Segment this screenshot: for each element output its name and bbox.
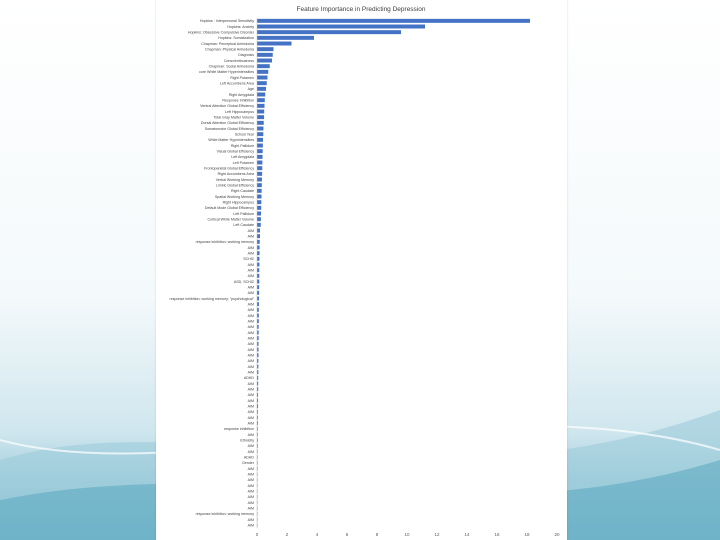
- category-label: Diagnosis: [238, 53, 254, 58]
- category-label: AIM: [247, 251, 254, 256]
- bar: [257, 280, 259, 284]
- category-label: Visual Global Efficiency: [216, 149, 254, 154]
- category-label: Hopkins: Somatization: [218, 36, 254, 41]
- category-label: SCHIZ: [243, 257, 254, 262]
- bar: [257, 240, 260, 244]
- bar: [257, 110, 264, 114]
- category-label: AIM: [247, 432, 254, 437]
- category-label: AIM: [247, 302, 254, 307]
- category-label: Right Amygdala: [228, 92, 254, 97]
- bar: [257, 47, 274, 51]
- category-label: AIM: [247, 398, 254, 403]
- category-label: Cortical White Matter Volume: [207, 217, 254, 222]
- category-label: ADHD: [243, 376, 254, 381]
- bar: [257, 132, 263, 136]
- bar: [257, 308, 259, 312]
- bar: [257, 314, 259, 318]
- bar: [257, 59, 272, 63]
- bar: [257, 172, 262, 176]
- bar: [257, 155, 263, 159]
- bar: [257, 183, 262, 187]
- bar: [257, 144, 263, 148]
- bar: [257, 36, 314, 40]
- bar: [257, 319, 259, 323]
- category-label: AIM: [247, 285, 254, 290]
- category-label: AIM: [247, 353, 254, 358]
- bar: [257, 166, 262, 170]
- category-label: Verbal Working Memory: [215, 177, 254, 182]
- x-tick-label: 6: [345, 532, 349, 537]
- category-label: Left Amygdala: [231, 155, 254, 160]
- category-label: core White Matter Hyperintensities: [199, 70, 254, 75]
- category-label: AIM: [247, 472, 254, 477]
- bar: [257, 53, 273, 57]
- category-label: AIM: [247, 523, 254, 528]
- category-label: Right Putamen: [230, 75, 254, 80]
- category-label: Somatomotor Global Efficiency: [204, 126, 254, 131]
- bar: [257, 195, 262, 199]
- bar: [257, 297, 259, 301]
- category-label: White Matter Hypointensities: [208, 138, 254, 143]
- bar: [257, 42, 292, 46]
- category-label: Right Pallidum: [230, 143, 254, 148]
- bar: [257, 291, 259, 295]
- x-tick-label: 4: [315, 532, 319, 537]
- bar: [257, 268, 259, 272]
- category-label: Hopkins : Interpersonal Sensitivity: [199, 19, 254, 24]
- category-label: Left Caudate: [233, 223, 254, 228]
- category-label: Hopkins: Obsessive Compulsive Disorder: [187, 30, 254, 35]
- category-label: Left Pallidum: [233, 211, 254, 216]
- category-label: AIM: [247, 495, 254, 500]
- category-label: Limbic Global Efficiency: [215, 183, 254, 188]
- category-label: Age: [247, 87, 254, 92]
- bar: [257, 217, 261, 221]
- category-label: response inhibition: [224, 427, 254, 432]
- category-label: AIM: [247, 500, 254, 505]
- category-label: Dorsal Attention Global Efficiency: [200, 121, 254, 126]
- category-label: response inhibition; working memory: [195, 512, 254, 517]
- bar: [257, 76, 268, 80]
- category-label: AIM: [247, 364, 254, 369]
- x-tick-label: 8: [375, 532, 379, 537]
- category-label: Ventral Attention Global Efficiency: [200, 104, 254, 109]
- x-tick-label: 20: [554, 532, 560, 537]
- bar: [257, 189, 262, 193]
- category-label: AIM: [247, 325, 254, 330]
- feature-importance-chart: [156, 0, 567, 540]
- bar: [257, 98, 265, 102]
- bar: [257, 30, 401, 34]
- category-label: Hopkins: Anxiety: [227, 24, 254, 29]
- category-label: AIM: [247, 387, 254, 392]
- category-label: AIM: [247, 308, 254, 313]
- category-label: AIM: [247, 444, 254, 449]
- category-label: Conscientiousness: [223, 58, 254, 63]
- category-label: AIM: [247, 245, 254, 250]
- category-label: AIM: [247, 415, 254, 420]
- bar: [257, 104, 265, 108]
- x-tick-label: 12: [434, 532, 440, 537]
- category-label: AIM: [247, 449, 254, 454]
- x-axis: [256, 18, 560, 537]
- category-label: AIM: [247, 404, 254, 409]
- category-label: Right Hippocampus: [222, 200, 254, 205]
- bar: [257, 302, 259, 306]
- category-label: Frontoparietal Global Efficiency: [204, 166, 254, 171]
- category-label: AIM: [247, 342, 254, 347]
- chart-title: Feature Importance in Predicting Depression: [296, 6, 426, 13]
- bar: [257, 285, 259, 289]
- bar: [257, 263, 259, 267]
- category-label: School Year: [234, 132, 254, 137]
- category-label: Total Gray Matter Volume: [213, 115, 254, 120]
- category-label: AIM: [247, 421, 254, 426]
- category-label: AIM: [247, 336, 254, 341]
- category-label: Chapman: Social Anhedonia: [208, 64, 254, 69]
- bar: [257, 149, 263, 153]
- bar: [257, 200, 261, 204]
- category-label: Spatial Working Memory: [214, 194, 254, 199]
- category-label: AIM: [247, 466, 254, 471]
- category-label: ADHD: [243, 455, 254, 460]
- bar: [257, 274, 259, 278]
- category-label: Ethnicity: [240, 438, 254, 443]
- category-label: response inhibition; working memory: [195, 240, 254, 245]
- category-label: AIM: [247, 381, 254, 386]
- x-tick-label: 0: [255, 532, 259, 537]
- x-tick-label: 2: [285, 532, 289, 537]
- x-tick-label: 16: [494, 532, 500, 537]
- category-label: Right Caudate: [231, 189, 254, 194]
- category-label: AIM: [247, 313, 254, 318]
- category-label: AIM: [247, 489, 254, 494]
- category-label: AIM: [247, 410, 254, 415]
- category-label: AIM: [247, 330, 254, 335]
- category-label: Gender: [242, 461, 254, 466]
- category-label: AIM: [247, 478, 254, 483]
- category-label: Default Mode Global Efficiency: [204, 206, 254, 211]
- bar: [257, 121, 264, 125]
- category-label: Response Inhibition: [222, 98, 254, 103]
- category-label: AIM: [247, 228, 254, 233]
- bar: [257, 161, 262, 165]
- bar: [257, 25, 425, 29]
- bar: [257, 87, 266, 91]
- bar: [257, 64, 270, 68]
- category-label: AIM: [247, 359, 254, 364]
- category-label: Chapman: Physical Anhedonia: [205, 47, 254, 52]
- category-label: AIM: [247, 506, 254, 511]
- bar: [257, 115, 264, 119]
- bar: [257, 138, 263, 142]
- category-label: AIM: [247, 291, 254, 296]
- category-label: response inhibition; working memory; "psychological": [169, 296, 254, 301]
- chart-card: [156, 0, 567, 540]
- bars-layer: [257, 19, 530, 527]
- x-tick-label: 14: [464, 532, 470, 537]
- x-tick-label: 10: [404, 532, 410, 537]
- bar: [257, 246, 260, 250]
- bar: [257, 229, 260, 233]
- category-label: ASD, SCHIZ: [233, 279, 254, 284]
- category-label: AIM: [247, 370, 254, 375]
- category-label: Chapman: Perceptual Anhedonia: [201, 41, 254, 46]
- category-label: AIM: [247, 347, 254, 352]
- bar: [257, 234, 260, 238]
- bar: [257, 223, 261, 227]
- bar: [257, 212, 261, 216]
- category-label: AIM: [247, 274, 254, 279]
- category-label: AIM: [247, 517, 254, 522]
- bar: [257, 19, 530, 23]
- category-label: AIM: [247, 483, 254, 488]
- category-labels: [170, 19, 255, 527]
- bar: [257, 257, 259, 261]
- category-label: Left Hippocampus: [225, 109, 254, 114]
- bar: [257, 81, 267, 85]
- category-label: AIM: [247, 262, 254, 267]
- category-label: AIM: [247, 234, 254, 239]
- bar: [257, 127, 263, 131]
- bar: [257, 178, 262, 182]
- bar: [257, 70, 268, 74]
- bar: [257, 93, 265, 97]
- x-tick-label: 18: [524, 532, 530, 537]
- bar: [257, 206, 261, 210]
- category-label: AIM: [247, 268, 254, 273]
- category-label: Left Accumbens Area: [220, 81, 254, 86]
- category-label: AIM: [247, 393, 254, 398]
- category-label: AIM: [247, 319, 254, 324]
- bar: [257, 251, 260, 255]
- category-label: Left Putamen: [232, 160, 254, 165]
- category-label: Right Accumbens Area: [217, 172, 254, 177]
